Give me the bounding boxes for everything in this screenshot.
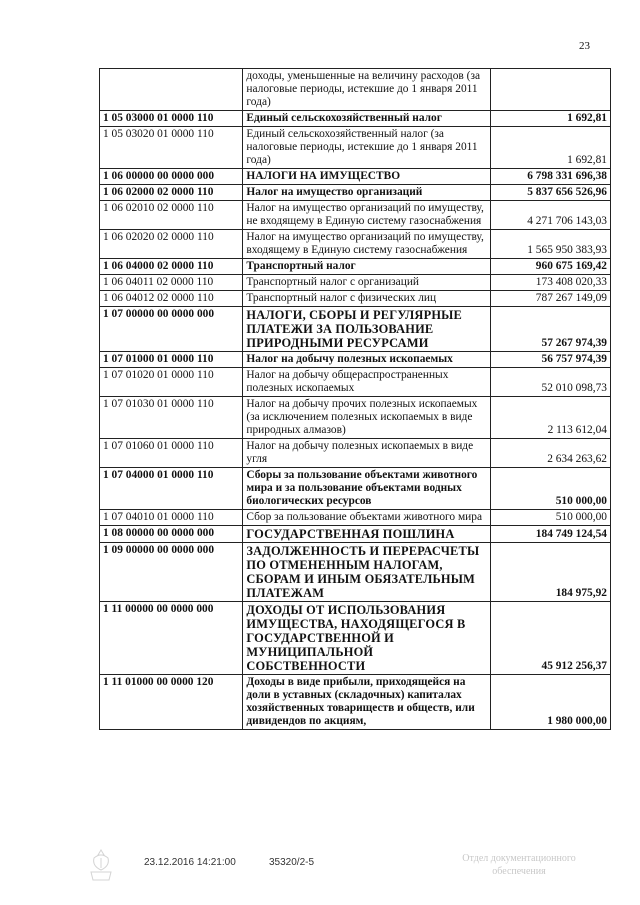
row-name: Налог на добычу полезных ископаемых в виде угля: [243, 439, 490, 468]
table-row: [100, 307, 611, 352]
table-row: [100, 468, 611, 510]
row-amount: 2 113 612,04: [490, 397, 610, 439]
table-row: [100, 169, 611, 185]
row-name: ЗАДОЛЖЕННОСТЬ И ПЕРЕРАСЧЕТЫ ПО ОТМЕНЕННЫМ НАЛОГАМ, СБОРАМ И ИНЫМ ОБЯЗАТЕЛЬНЫМ ПЛАТЕЖАМ: [243, 543, 490, 602]
row-code: 1 08 00000 00 0000 000: [100, 526, 243, 543]
row-name: ДОХОДЫ ОТ ИСПОЛЬЗОВАНИЯ ИМУЩЕСТВА, НАХОДЯЩЕГОСЯ В ГОСУДАРСТВЕННОЙ И МУНИЦИПАЛЬНОЙ СОБСТВЕННОСТИ: [243, 602, 490, 675]
table-row: [100, 675, 611, 730]
row-name: Налог на добычу общераспространенных полезных ископаемых: [243, 368, 490, 397]
table-row: [100, 259, 611, 275]
row-name: НАЛОГИ, СБОРЫ И РЕГУЛЯРНЫЕ ПЛАТЕЖИ ЗА ПОЛЬЗОВАНИЕ ПРИРОДНЫМИ РЕСУРСАМИ: [243, 307, 490, 352]
row-amount: 1 980 000,00: [490, 675, 610, 730]
row-code: 1 07 04010 01 0000 110: [100, 510, 243, 526]
stamp-line-1: Отдел документационного: [462, 853, 576, 864]
row-amount: 6 798 331 696,38: [490, 169, 610, 185]
row-code: [100, 69, 243, 111]
row-name: Налог на добычу полезных ископаемых: [243, 352, 490, 368]
row-name: Единый сельскохозяйственный налог (за налоговые периоды, истекшие до 1 января 2011 года): [243, 127, 490, 169]
row-amount: 45 912 256,37: [490, 602, 610, 675]
row-amount: 510 000,00: [490, 468, 610, 510]
table-row: [100, 543, 611, 602]
stamp-line-2: обеспечения: [492, 866, 546, 877]
row-name: доходы, уменьшенные на величину расходов (за налоговые периоды, истекшие до 1 января 2011 года): [243, 69, 490, 111]
row-amount: 52 010 098,73: [490, 368, 610, 397]
row-amount: 960 675 169,42: [490, 259, 610, 275]
row-amount: 787 267 149,09: [490, 291, 610, 307]
budget-table-body: [100, 69, 611, 730]
row-code: 1 06 02000 02 0000 110: [100, 185, 243, 201]
row-name: Налог на добычу прочих полезных ископаемых (за исключением полезных ископаемых в виде природных алмазов): [243, 397, 490, 439]
table-row: [100, 439, 611, 468]
row-code: 1 06 04011 02 0000 110: [100, 275, 243, 291]
table-row: [100, 397, 611, 439]
row-code: 1 11 01000 00 0000 120: [100, 675, 243, 730]
row-name: Единый сельскохозяйственный налог: [243, 111, 490, 127]
row-amount: 173 408 020,33: [490, 275, 610, 291]
department-stamp: [444, 852, 594, 878]
row-code: 1 07 01030 01 0000 110: [100, 397, 243, 439]
row-code: 1 06 02010 02 0000 110: [100, 201, 243, 230]
row-code: 1 06 04012 02 0000 110: [100, 291, 243, 307]
row-amount: 184 975,92: [490, 543, 610, 602]
row-code: 1 07 00000 00 0000 000: [100, 307, 243, 352]
footer-date: 23.12.2016 14:21:00: [144, 857, 236, 868]
row-name: Налог на имущество организаций по имуществу, не входящему в Единую систему газоснабжения: [243, 201, 490, 230]
row-amount: 56 757 974,39: [490, 352, 610, 368]
row-name: Налог на имущество организаций: [243, 185, 490, 201]
row-amount: 184 749 124,54: [490, 526, 610, 543]
row-name: Сборы за пользование объектами животного мира и за пользование объектами водных биологических ресурсов: [243, 468, 490, 510]
row-amount: 4 271 706 143,03: [490, 201, 610, 230]
table-row: [100, 510, 611, 526]
row-name: Транспортный налог: [243, 259, 490, 275]
row-amount: [490, 69, 610, 111]
row-amount: 57 267 974,39: [490, 307, 610, 352]
row-amount: 2 634 263,62: [490, 439, 610, 468]
row-amount: 1 692,81: [490, 127, 610, 169]
row-name: Доходы в виде прибыли, приходящейся на доли в уставных (складочных) капиталах хозяйственных товариществ и обществ, или дивидендов по акциям,: [243, 675, 490, 730]
row-amount: 510 000,00: [490, 510, 610, 526]
emblem-stamp-icon: [86, 846, 116, 886]
row-name: НАЛОГИ НА ИМУЩЕСТВО: [243, 169, 490, 185]
row-name: ГОСУДАРСТВЕННАЯ ПОШЛИНА: [243, 526, 490, 543]
row-name: Налог на имущество организаций по имуществу, входящему в Единую систему газоснабжения: [243, 230, 490, 259]
row-code: 1 09 00000 00 0000 000: [100, 543, 243, 602]
table-row: [100, 111, 611, 127]
row-code: 1 07 01000 01 0000 110: [100, 352, 243, 368]
table-row: [100, 602, 611, 675]
budget-table: [99, 68, 611, 730]
row-code: 1 06 04000 02 0000 110: [100, 259, 243, 275]
row-code: 1 07 04000 01 0000 110: [100, 468, 243, 510]
table-row: [100, 368, 611, 397]
row-code: 1 07 01060 01 0000 110: [100, 439, 243, 468]
table-row: [100, 275, 611, 291]
row-code: 1 05 03020 01 0000 110: [100, 127, 243, 169]
footer-doc-number: 35320/2-5: [269, 857, 315, 868]
row-amount: 1 565 950 383,93: [490, 230, 610, 259]
table-row: [100, 291, 611, 307]
table-row: [100, 526, 611, 543]
row-code: 1 06 00000 00 0000 000: [100, 169, 243, 185]
table-row: [100, 352, 611, 368]
row-code: 1 06 02020 02 0000 110: [100, 230, 243, 259]
row-code: 1 07 01020 01 0000 110: [100, 368, 243, 397]
row-name: Транспортный налог с физических лиц: [243, 291, 490, 307]
row-name: Транспортный налог с организаций: [243, 275, 490, 291]
table-row: [100, 127, 611, 169]
row-code: 1 11 00000 00 0000 000: [100, 602, 243, 675]
row-amount: 5 837 656 526,96: [490, 185, 610, 201]
page-number: 23: [579, 40, 590, 52]
table-row: [100, 185, 611, 201]
row-amount: 1 692,81: [490, 111, 610, 127]
table-row: [100, 201, 611, 230]
table-row: [100, 230, 611, 259]
row-code: 1 05 03000 01 0000 110: [100, 111, 243, 127]
table-row: [100, 69, 611, 111]
row-name: Сбор за пользование объектами животного мира: [243, 510, 490, 526]
